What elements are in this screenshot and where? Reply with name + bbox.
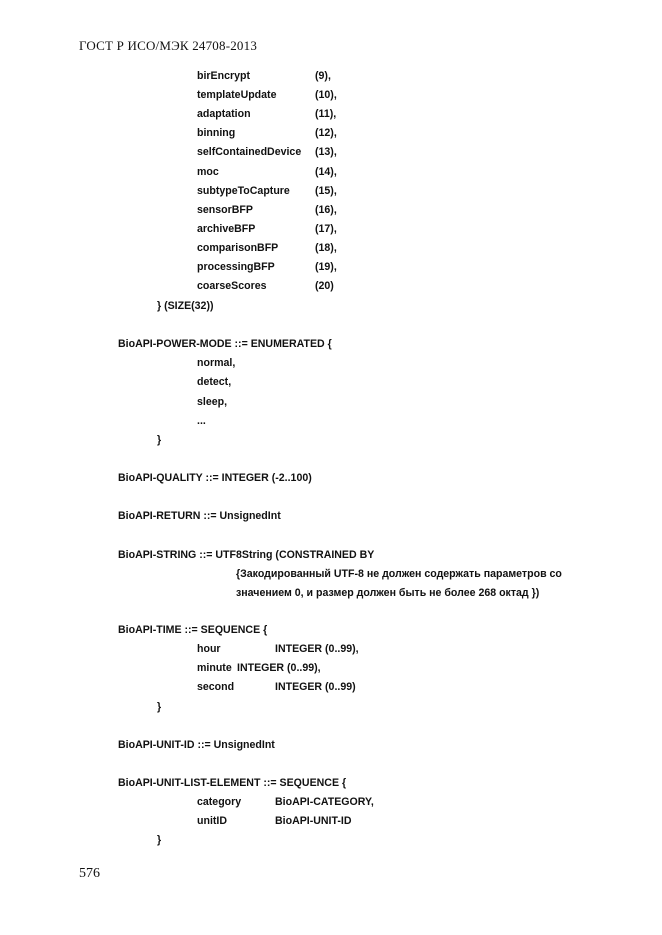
enum-item-name: subtypeToCapture [197,185,290,197]
string-constraint-line: {Закодированный UTF-8 не должен содержать параметров со [236,568,562,580]
time-field-type: INTEGER (0..99) [275,681,356,693]
time-close: } [157,701,162,713]
unit-list-field-type: BioAPI-CATEGORY, [275,796,374,808]
enum-item-code: (13), [315,146,337,158]
enum-item-name: coarseScores [197,280,267,292]
unit-list-field-name: category [197,796,242,808]
unit-list-close: } [157,834,162,846]
enum-item-code: (17), [315,223,337,235]
string-constraint-line: значением 0, и размер должен быть не более 268 октад }) [236,587,540,599]
power-mode-item: normal, [197,357,236,369]
time-field-type: INTEGER (0..99), [237,662,321,674]
unit-id-decl: BioAPI-UNIT-ID ::= UnsignedInt [118,739,275,751]
return-decl: BioAPI-RETURN ::= UnsignedInt [118,510,281,522]
power-mode-item: detect, [197,376,232,388]
enum-item-name: comparisonBFP [197,242,279,254]
enum-item-code: (12), [315,127,337,139]
quality-decl: BioAPI-QUALITY ::= INTEGER (-2..100) [118,472,312,484]
enum-item-code: (18), [315,242,337,254]
power-mode-close: } [157,434,162,446]
page-number: 576 [79,866,100,881]
unit-list-field-name: unitID [197,815,228,827]
enum-item-name: templateUpdate [197,89,277,101]
enum-item-name: binning [197,127,236,139]
time-field-name: hour [197,643,221,655]
enum-item-name: archiveBFP [197,223,256,235]
enum-close: } (SIZE(32)) [157,300,214,312]
power-mode-item: ... [197,415,206,427]
enum-item-code: (19), [315,261,337,273]
enum-item-code: (10), [315,89,337,101]
time-field-type: INTEGER (0..99), [275,643,359,655]
enum-item-name: adaptation [197,108,251,120]
enum-item-code: (15), [315,185,337,197]
document-header: ГОСТ Р ИСО/МЭК 24708-2013 [79,38,258,53]
enum-item-code: (9), [315,70,331,82]
enum-item-name: sensorBFP [197,204,253,216]
power-mode-decl: BioAPI-POWER-MODE ::= ENUMERATED { [118,338,332,350]
time-decl: BioAPI-TIME ::= SEQUENCE { [118,624,268,636]
unit-list-field-type: BioAPI-UNIT-ID [275,815,352,827]
enum-item-name: birEncrypt [197,70,250,82]
power-mode-item: sleep, [197,396,228,408]
string-decl: BioAPI-STRING ::= UTF8String (CONSTRAINED BY [118,549,375,561]
time-field-name: minute [197,662,232,674]
enum-item-code: (14), [315,166,337,178]
enum-item-name: processingBFP [197,261,275,273]
enum-item-name: moc [197,166,219,178]
time-field-name: second [197,681,235,693]
enum-item-code: (20) [315,280,334,292]
enum-item-code: (16), [315,204,337,216]
enum-item-code: (11), [315,108,337,120]
enum-item-name: selfContainedDevice [197,146,302,158]
unit-list-element-decl: BioAPI-UNIT-LIST-ELEMENT ::= SEQUENCE { [118,777,347,789]
